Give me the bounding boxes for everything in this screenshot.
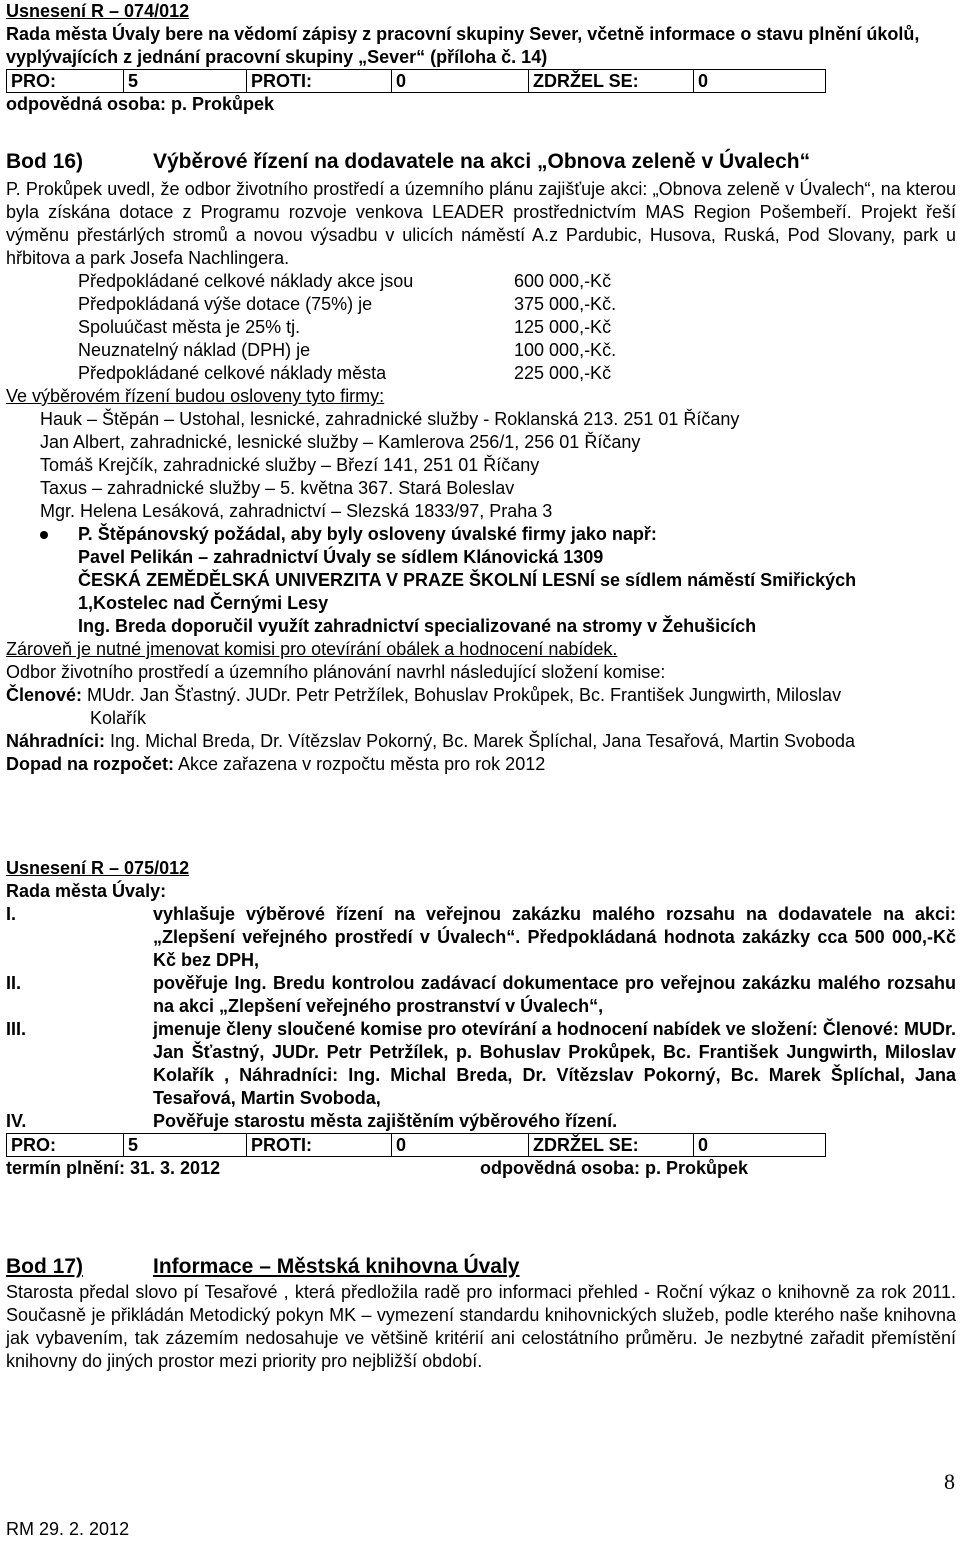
bullet-line: Pavel Pelikán – zahradnictví Úvaly se sídlem Klánovická 1309 [78,547,604,567]
vote-table-075 [6,1133,826,1157]
firm-item: Hauk – Štěpán – Ustohal, lesnické, zahradnické služby - Roklanská 213. 251 01 Říčany [40,409,740,429]
resolution-074-text: Rada města Úvaly bere na vědomí zápisy z pracovní skupiny Sever, včetně informace o stavu plnění úkolů, vyplývajících z jednání pracovní skupiny „Sever“ (příloha č. 14) [6,24,920,67]
subs-label: Náhradníci: [6,731,106,751]
vote-proti-value: 0 [392,70,529,93]
firms-heading: Ve výběrovém řízení budou osloveny tyto firmy: [6,386,385,406]
budget-impact [6,753,956,776]
vote-pro-value: 5 [124,70,247,93]
commission-proposal: Odbor životního prostředí a územního plánování navrhl následující složení komise: [6,662,666,682]
firm-item: Tomáš Krejčík, zahradnické služby – Březí 141, 251 01 Říčany [40,455,540,475]
responsible-075: odpovědná osoba: p. Prokůpek [480,1158,749,1178]
vote-zdrzel-label: ZDRŽEL SE: [529,1134,694,1157]
cost-row: Předpokládané celkové náklady města 225 000,-Kč [78,363,612,383]
budget-label: Dopad na rozpočet: [6,754,175,774]
signature-row-075 [6,1157,956,1180]
bullet-line: Ing. Breda doporučil využít zahradnictví specializované na stromy v Žehušicích [78,616,757,636]
page-number: 8 [944,1469,955,1494]
bod-16-title: Výběrové řízení na dodavatele na akci „Obnova zeleně v Úvalech“ [153,150,811,173]
cost-row: Neuznatelný náklad (DPH) je 100 000,-Kč. [78,340,617,360]
resolution-075 [6,857,956,1180]
cost-row: Předpokládané celkové náklady akce jsou 600 000,-Kč [78,271,612,291]
commission-substitutes [6,730,890,753]
vote-proti-label: PROTI: [247,1134,392,1157]
resolution-item: II. pověřuje Ing. Bredu kontrolou zadávací dokumentace pro veřejnou zakázku malého rozsahu na akci „Zlepšení veřejného prostranství v Úvalech“, [6,973,956,1016]
cost-list [6,270,956,385]
bod-16-number: Bod 16) [6,150,84,173]
subs-text: Ing. Michal Breda, Dr. Vítězslav Pokorný, Bc. Marek Šplíchal, Jana Tesařová, Martin Svoboda [110,731,856,751]
vote-table-074 [6,69,826,93]
firm-item: Jan Albert, zahradnické, lesnické služby – Kamlerova 256/1, 256 01 Říčany [40,432,641,452]
vote-pro-label: PRO: [7,1134,124,1157]
resolution-item: III. jmenuje členy sloučené komise pro otevírání a hodnocení nabídek ve složení: Členové: MUDr. Jan Šťastný, JUDr. Petr Petržílek, p. Bohuslav Prokůpek, Bc. František Jungwirth, Miloslav Kolařík , Náhradníci: Ing. Michal Breda, Dr. Vítězslav Pokorný, Bc. Marek Šplíchal, Jana Tesařová, Martin Svoboda, [6,1019,956,1108]
resolution-item: IV. Pověřuje starostu města zajištěním výběrového řízení. [6,1111,618,1131]
vote-pro-label: PRO: [7,70,124,93]
resolution-075-title: Usnesení R – 075/012 [6,858,190,878]
vote-zdrzel-value: 0 [694,70,826,93]
members-label: Členové: [6,685,83,705]
bod-17-number: Bod 17) [6,1255,84,1278]
bod-17-heading [6,1253,956,1281]
bod-16-body [6,178,956,776]
firm-item: Mgr. Helena Lesáková, zahradnictví – Slezská 1833/97, Praha 3 [40,501,553,521]
resolution-item: I. vyhlašuje výběrové řízení na veřejnou zakázku malého rozsahu na dodavatele na akci: „Zlepšení veřejného prostředí v Úvalech“. Předpokládaná hodnota zakázky cca 500 000,-Kč Kč bez DPH, [6,904,956,970]
members-text: MUdr. Jan Šťastný. JUDr. Petr Petržílek, Bohuslav Prokůpek, Bc. František Jungwirth, Miloslav Kolařík [87,685,842,728]
bod-17-title: Informace – Městská knihovna Úvaly [153,1255,520,1278]
footer-date: RM 29. 2. 2012 [6,1519,130,1539]
cost-row: Předpokládaná výše dotace (75%) je 375 000,-Kč. [78,294,617,314]
vote-proti-value: 0 [392,1134,529,1157]
vote-zdrzel-label: ZDRŽEL SE: [529,70,694,93]
bullet-icon [40,531,48,539]
bullet-text: P. Štěpánovský požádal, aby byly osloveny úvalské firmy jako např: [78,524,657,544]
bod-17-paragraph: Starosta předal slovo pí Tesařové , která předložila radě pro informaci přehled - Roční výkaz o knihovně za rok 2011. Současně je přikládán Metodický pokyn MK – vymezení standardu knihovnických služeb, podle kterého naše knihovna jak vybavením, tak zázemím nedosahuje ve většině kritérií ani celostátního průměru. Je nezbytné zařadit přemístění knihovny do jiných prostor mezi priority pro nejbližší období. [6,1282,956,1371]
bod-16-paragraph: P. Prokůpek uvedl, že odbor životního prostředí a územního plánu zajišťuje akci: „Obnova zeleně v Úvalech“, na kterou byla získána dotace z Programu rozvoje venkova LEADER prostřednictvím MAS Region Pošembeří. Projekt řeší výměnu přestárlých stromů a novou výsadbu v ulicích náměstí A.z Pardubic, Husova, Ruská, Pod Slovany, park u hřbitova a park Josefa Nachlingera. [6,179,956,268]
resolution-075-council: Rada města Úvaly: [6,881,167,901]
commission-members [6,684,890,730]
commission-note: Zároveň je nutné jmenovat komisi pro otevírání obálek a hodnocení nabídek. [6,639,618,659]
responsible-074: odpovědná osoba: p. Prokůpek [6,94,275,114]
deadline: termín plnění: 31. 3. 2012 [6,1158,221,1178]
cost-row: Spoluúčast města je 25% tj. 125 000,-Kč [78,317,612,337]
vote-zdrzel-value: 0 [694,1134,826,1157]
resolution-074 [6,0,956,116]
resolution-074-title: Usnesení R – 074/012 [6,1,190,21]
bod-16-heading [6,148,956,176]
budget-text: Akce zařazena v rozpočtu města pro rok 2012 [178,754,546,774]
bullet-item [6,523,956,546]
bullet-line: ČESKÁ ZEMĚDĚLSKÁ UNIVERZITA V PRAZE ŠKOLNÍ LESNÍ se sídlem náměstí Smiřických 1,Kostelec nad Černými Lesy [78,570,857,613]
vote-pro-value: 5 [124,1134,247,1157]
firm-item: Taxus – zahradnické služby – 5. května 367. Stará Boleslav [40,478,515,498]
vote-proti-label: PROTI: [247,70,392,93]
